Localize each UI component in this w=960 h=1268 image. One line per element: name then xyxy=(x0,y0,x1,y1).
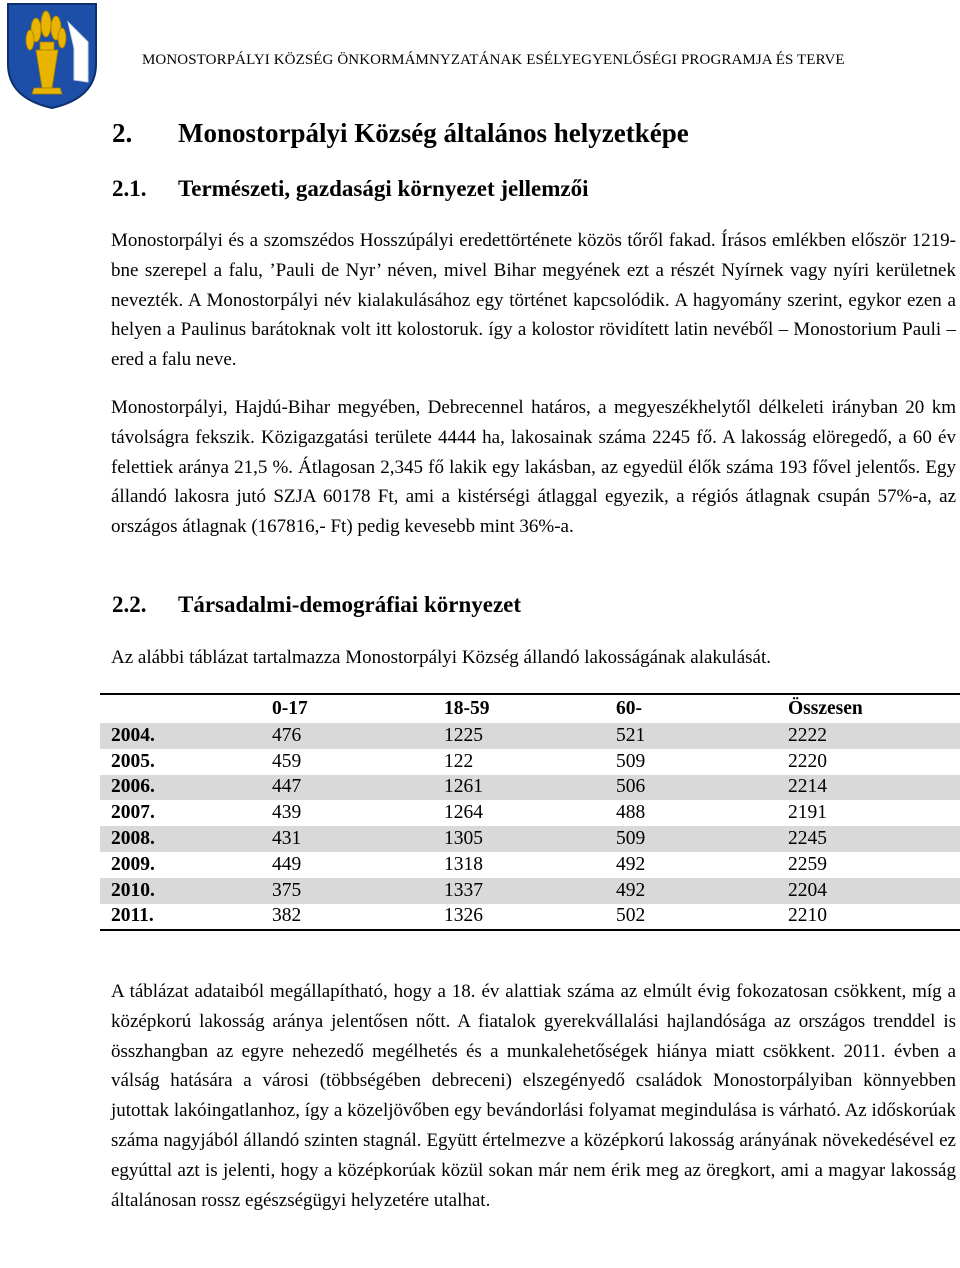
subsection-heading-1 xyxy=(112,176,588,202)
table-cell: 122 xyxy=(444,750,474,772)
subsection-title: Társadalmi-demográfiai környezet xyxy=(178,592,522,617)
table-cell: 2210 xyxy=(788,905,827,927)
table-intro: Az alábbi táblázat tartalmazza Monostorpályi Község állandó lakosságának alakulását. xyxy=(111,647,771,668)
table-cell: 447 xyxy=(272,776,302,798)
table-cell: 492 xyxy=(616,853,646,875)
subsection-heading-2 xyxy=(112,592,521,618)
table-cell: 382 xyxy=(272,905,302,927)
table-row xyxy=(100,826,960,852)
table-cell: 521 xyxy=(616,724,646,746)
subsection-number: 2.1. xyxy=(112,176,147,201)
year-cell: 2011. xyxy=(111,905,154,927)
geography-paragraph: Monostorpályi, Hajdú-Bihar megyében, Debrecennel határos, a megyeszékhelytől délkeleti irányban 20 km távolságra fekszik. Közigazgatási területe 4444 ha, lakosainak száma 2245 fő. A lakosság elöregedő, a 60 év felettiek aránya 21,5 %. Átlagosan 2,345 fő lakik egy lakásban, az egyedül élők száma 193 fővel jelentős. Egy állandó lakosra jutó SZJA 60178 Ft, ami a kistérségi átlaggal egyezik, a régiós átlagnak csupán 57%-a, az országos átlagnak (167816,- Ft) pedig kevesebb mint 36%-a. xyxy=(111,397,956,538)
table-row xyxy=(100,723,960,749)
conclusion-paragraph: A táblázat adataiból megállapítható, hogy a 18. év alattiak száma az elmúlt évig fokozatosan csökkent, míg a középkorú lakosság aránya jelentősen nőtt. A fiatalok gyerekvállalási hajlandósága az országos trenddel is összhangban az egyre nehezedő megélhetés és a munkalehetőségek hiánya miatt csökkent. 2011. évben a válság hatására a városi (többségében debreceni) elszegényedő családok Monostorpályiban könnyebben jutottak lakóingatlanhoz, így a közeljövőben egy bevándorlási folyamat megindulása is várható. Az időskorúak száma nagyjából állandó szinten stagnál. Együtt értelmezve a középkorú lakosság arányának növekedésével ez egyúttal azt is jelenti, hogy a középkorúak közül sokan már nem érik meg az öregkort, ami a magyar lakosság általánosan rossz egészségügyi helyzetére utalhat. xyxy=(111,981,956,1211)
year-cell: 2009. xyxy=(111,853,155,875)
table-header-cell: Összesen xyxy=(788,698,863,719)
section-number: 2. xyxy=(112,118,133,148)
year-cell: 2010. xyxy=(111,879,155,901)
table-cell: 476 xyxy=(272,724,302,746)
table-cell: 1305 xyxy=(444,828,483,850)
year-cell: 2006. xyxy=(111,776,155,798)
table-cell: 1318 xyxy=(444,853,483,875)
table-cell: 2259 xyxy=(788,853,827,875)
table-row xyxy=(100,749,960,775)
table-cell: 2222 xyxy=(788,724,827,746)
table-cell: 506 xyxy=(616,776,646,798)
table-cell: 1337 xyxy=(444,879,483,901)
table-cell: 2220 xyxy=(788,750,827,772)
table-header-cell: 0-17 xyxy=(272,698,308,719)
table-cell: 375 xyxy=(272,879,302,901)
history-paragraph: Monostorpályi és a szomszédos Hosszúpályi eredettörténete közös tőről fakad. Írásos emlékben először 1219-bne szerepel a falu, ’Pauli de Nyr’ néven, mivel Bihar megyének ezt a részét Nyírnek vagy nyíri kerületnek nevezték. A Monostorpályi név kialakulásához egy történet kapcsolódik. A hagyomány szerint, egykor ezen a helyen a Paulinus barátoknak volt itt kolostoruk. így a kolostor rövidített latin nevéből – Monostorium Pauli – ered a falu neve. xyxy=(111,230,956,371)
coat-of-arms-icon xyxy=(6,2,98,110)
table-cell: 1264 xyxy=(444,802,483,824)
table-row xyxy=(100,852,960,878)
subsection-title: Természeti, gazdasági környezet jellemzői xyxy=(178,176,589,201)
table-row xyxy=(100,800,960,826)
year-cell: 2004. xyxy=(111,724,155,746)
table-cell: 492 xyxy=(616,879,646,901)
table-cell: 502 xyxy=(616,905,646,927)
table-row xyxy=(100,904,960,931)
section-title: Monostorpályi Község általános helyzetképe xyxy=(178,118,689,148)
year-cell: 2008. xyxy=(111,828,155,850)
year-cell: 2005. xyxy=(111,750,155,772)
table-header-row xyxy=(100,694,960,723)
table-header-cell: 18-59 xyxy=(444,698,490,719)
table-cell: 449 xyxy=(272,853,302,875)
subsection-number: 2.2. xyxy=(112,592,147,617)
table-cell: 1261 xyxy=(444,776,483,798)
table-cell: 2245 xyxy=(788,828,827,850)
population-table xyxy=(100,693,960,931)
running-header: MONOSTORPÁLYI KÖZSÉG ÖNKORMÁMNYZATÁNAK ESÉLYEGYENLŐSÉGI PROGRAMJA ÉS TERVE xyxy=(142,52,845,68)
table-row xyxy=(100,878,960,904)
table-cell: 2214 xyxy=(788,776,827,798)
table-header-cell xyxy=(100,694,272,723)
section-heading xyxy=(112,118,689,149)
table-header-cell: 60- xyxy=(616,698,642,719)
table-cell: 431 xyxy=(272,828,302,850)
table-row xyxy=(100,775,960,801)
table-cell: 509 xyxy=(616,828,646,850)
table-cell: 459 xyxy=(272,750,302,772)
table-cell: 509 xyxy=(616,750,646,772)
table-cell: 1326 xyxy=(444,905,483,927)
table-cell: 2191 xyxy=(788,802,827,824)
year-cell: 2007. xyxy=(111,802,155,824)
table-cell: 1225 xyxy=(444,724,483,746)
table-cell: 488 xyxy=(616,802,646,824)
table-cell: 439 xyxy=(272,802,302,824)
table-cell: 2204 xyxy=(788,879,827,901)
